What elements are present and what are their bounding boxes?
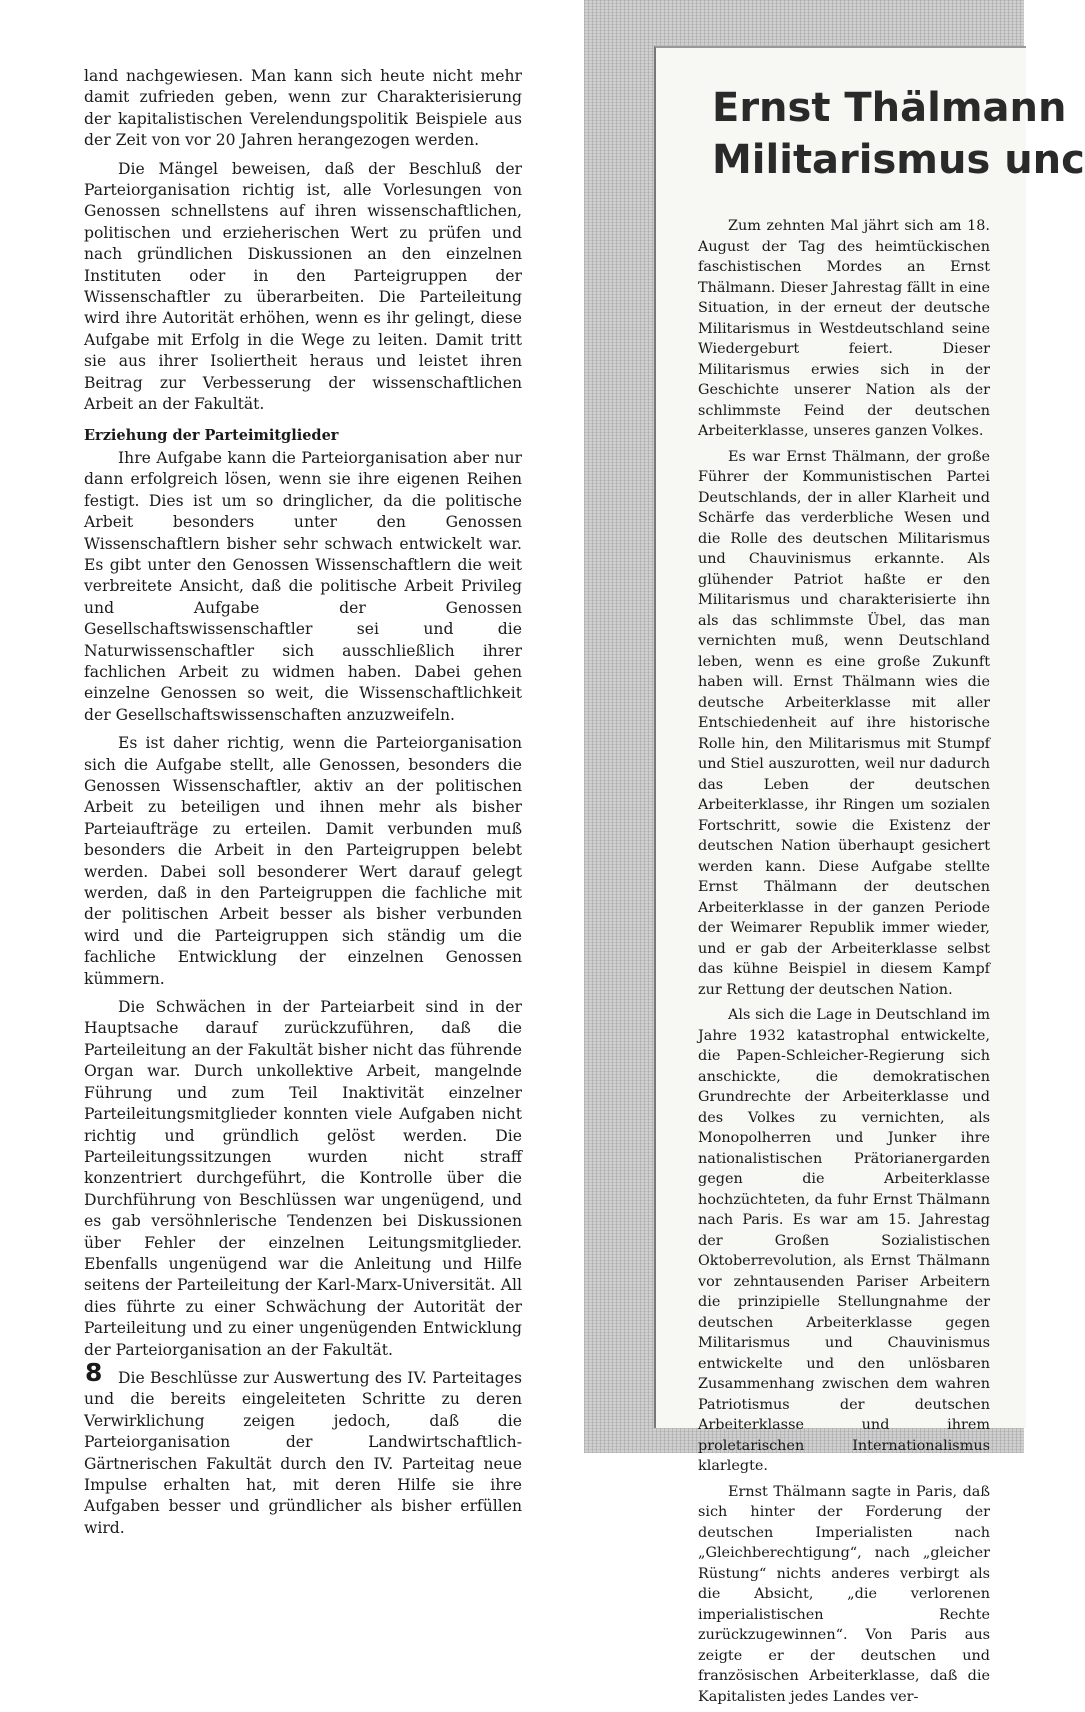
left-article-column bbox=[84, 66, 522, 1546]
left-paragraph: Es ist daher richtig, wenn die Parteiorganisation sich die Aufgabe stellt, alle Genossen, besonders die Genossen Wissenschaftler, aktiv an der politischen Arbeit zu beteiligen und ihnen mehr als bisher Parteiaufträge zu erteilen. Damit verbunden muß besonders die Arbeit in den Parteigruppen belebt werden. Dabei soll besonderer Wert darauf gelegt werden, daß in den Parteigruppen die fachliche mit der politischen Arbeit besser als bisher verbunden wird und die Parteigruppen sich ständig um die fachliche Entwicklung der einzelnen Genossen kümmern. bbox=[84, 734, 522, 988]
clipping-paragraph: Ernst Thälmann sagte in Paris, daß sich hinter der Forderung der deutschen Imperialisten nach „Gleichberechtigung“, nach „gleicher Rüstung“ nichts anderes verbirgt als die Absicht, „die verlorenen imperialistischen Rechte zurückzugewinnen“. Von Paris aus zeigte er der deutschen und französischen Arbeiterklasse, daß die Kapitalisten jedes Landes ver- bbox=[698, 1483, 990, 1705]
clipping-paragraph: Zum zehnten Mal jährt sich am 18. August der Tag des heimtückischen faschistischen Mordes an Ernst Thälmann. Dieser Jahrestag fällt in eine Situation, in der erneut der deutsche Militarismus in Westdeutschland seine Wiedergeburt feiert. Dieser Militarismus erwies sich in der Geschichte unserer Nation als der schlimmste Feind der deutschen Arbeiterklasse, unseres ganzen Volkes. bbox=[698, 218, 990, 439]
clipping-paragraph: Es war Ernst Thälmann, der große Führer der Kommunistischen Partei Deutschlands, der in aller Klarheit und Schärfe das verderbliche Wesen und die Rolle des deutschen Militarismus und Chauvinismus erkannte. Als glühender Patriot haßte er den Militarismus und charakterisierte ihn als das schlimmste Übel, das man vernichten muß, wenn Deutschland leben, wenn es eine große Zukunft haben will. Ernst Thälmann wies die deutsche Arbeiterklasse mit aller Entschiedenheit auf ihre historische Rolle hin, den Militarismus mit Stumpf und Stiel auszurotten, weil nur dadurch das Leben der deutschen Arbeiterklasse, ihr Ringen um sozialen Fortschritt, sowie die Existenz der deutschen Nation überhaupt gesichert werden kann. Diese Aufgabe stellte Ernst Thälmann der deutschen Arbeiterklasse in der ganzen Periode der Weimarer Republik immer wieder, und er gab der Arbeiterklasse selbst das kühne Beispiel in diesem Kampf zur Rettung der deutschen Nation. bbox=[698, 448, 990, 998]
left-paragraph: Die Schwächen in der Parteiarbeit sind in der Hauptsache darauf zurückzuführen, daß die Parteileitung an der Fakultät bisher nicht das führende Organ war. Durch unkollektive Arbeit, mangelnde Führung und zum Teil Inaktivität einzelner Parteileitungsmitglieder konnten viele Aufgaben nicht richtig und gründlich gelöst werden. Die Parteileitungssitzungen wurden nicht straff konzentriert durchgeführt, die Kontrolle über die Durchführung von Beschlüssen war ungenügend, und es gab versöhnlerische Tendenzen bei Diskussionen über Fehler der einzelnen Leitungsmitglieder. Ebenfalls ungenügend war die Anleitung und Hilfe seitens der Parteileitung der Karl-Marx-Universität. All dies führte zu einer Schwächung der Autorität der Parteileitung und zu einer ungenügenden Entwicklung der Parteiorganisation an der Fakultät. bbox=[84, 998, 522, 1359]
headline-line: Militarismus unc bbox=[712, 137, 1085, 183]
clipping-headline bbox=[712, 82, 1085, 186]
clipping-article-column bbox=[698, 216, 990, 1712]
left-paragraph: land nachgewiesen. Man kann sich heute nicht mehr damit zufrieden geben, wenn zur Charakterisierung der kapitalistischen Verelendungspolitik Beispiele aus der Zeit von vor 20 Jahren herangezogen werden. bbox=[84, 67, 522, 150]
clipping-paragraph: Als sich die Lage in Deutschland im Jahre 1932 katastrophal entwickelte, die Papen-Schleicher-Regierung sich anschickte, die demokratischen Grundrechte der Arbeiterklasse und des Volkes zu vernichten, als Monopolherren und Junker ihre nationalistischen Prätorianergarden gegen die Arbeiterklasse hochzüchteten, da fuhr Ernst Thälmann nach Paris. Es war am 15. Jahrestag der Großen Sozialistischen Oktoberrevolution, als Ernst Thälmann vor zehntausenden Pariser Arbeitern die prinzipielle Stellungnahme der deutschen Arbeiterklasse gegen Militarismus und Chauvinismus entwickelte und den unlösbaren Zusammenhang zwischen dem wahren Patriotismus der deutschen Arbeiterklasse und ihrem proletarischen Internationalismus klarlegte. bbox=[698, 1007, 990, 1474]
headline-line: Ernst Thälmann bbox=[712, 85, 1067, 131]
left-paragraph: Die Mängel beweisen, daß der Beschluß der Parteiorganisation richtig ist, alle Vorlesungen von Genossen schnellstens auf ihren wissenschaftlichen, politischen und erzieherischen Wert zu prüfen und nach gründlichen Diskussionen an den einzelnen Instituten oder in den Parteigruppen der Wissenschaftler zu überarbeiten. Die Parteileitung wird ihre Autorität erhöhen, wenn es ihr gelingt, diese Aufgabe mit Erfolg in die Wege zu leiten. Damit tritt sie aus ihrer Isoliertheit heraus und leistet ihren Beitrag zur Verbesserung der wissenschaftlichen Arbeit an der Fakultät. bbox=[84, 159, 522, 414]
page-number: 8 bbox=[85, 1358, 103, 1387]
section-heading: Erziehung der Parteimitglieder bbox=[84, 426, 339, 444]
left-paragraph: Die Beschlüsse zur Auswertung des IV. Parteitages und die bereits eingeleiteten Schritte zu deren Verwirklichung zeigen jedoch, daß die Parteiorganisation der Landwirtschaftlich-Gärtnerischen Fakultät durch den IV. Parteitag neue Impulse erhalten hat, mit deren Hilfe sie ihre Aufgaben besser und gründlicher als bisher erfüllen wird. bbox=[84, 1368, 522, 1537]
left-paragraph: Ihre Aufgabe kann die Parteiorganisation aber nur dann erfolgreich lösen, wenn sie ihre eigenen Reihen festigt. Dies ist um so dringlicher, da die politische Arbeit besonders unter den Genossen Wissenschaftlern bisher sehr schwach entwickelt war. Es gibt unter den Genossen Wissenschaftlern die weit verbreitete Ansicht, daß die politische Arbeit Privileg und Aufgabe der Genossen Gesellschaftswissenschaftler sei und die Naturwissenschaftler sich ausschließlich ihrer fachlichen Arbeit zu widmen haben. Dabei gehen einzelne Genossen so weit, die Wissenschaftlichkeit der Gesellschaftswissenschaften anzuzweifeln. bbox=[84, 448, 522, 724]
